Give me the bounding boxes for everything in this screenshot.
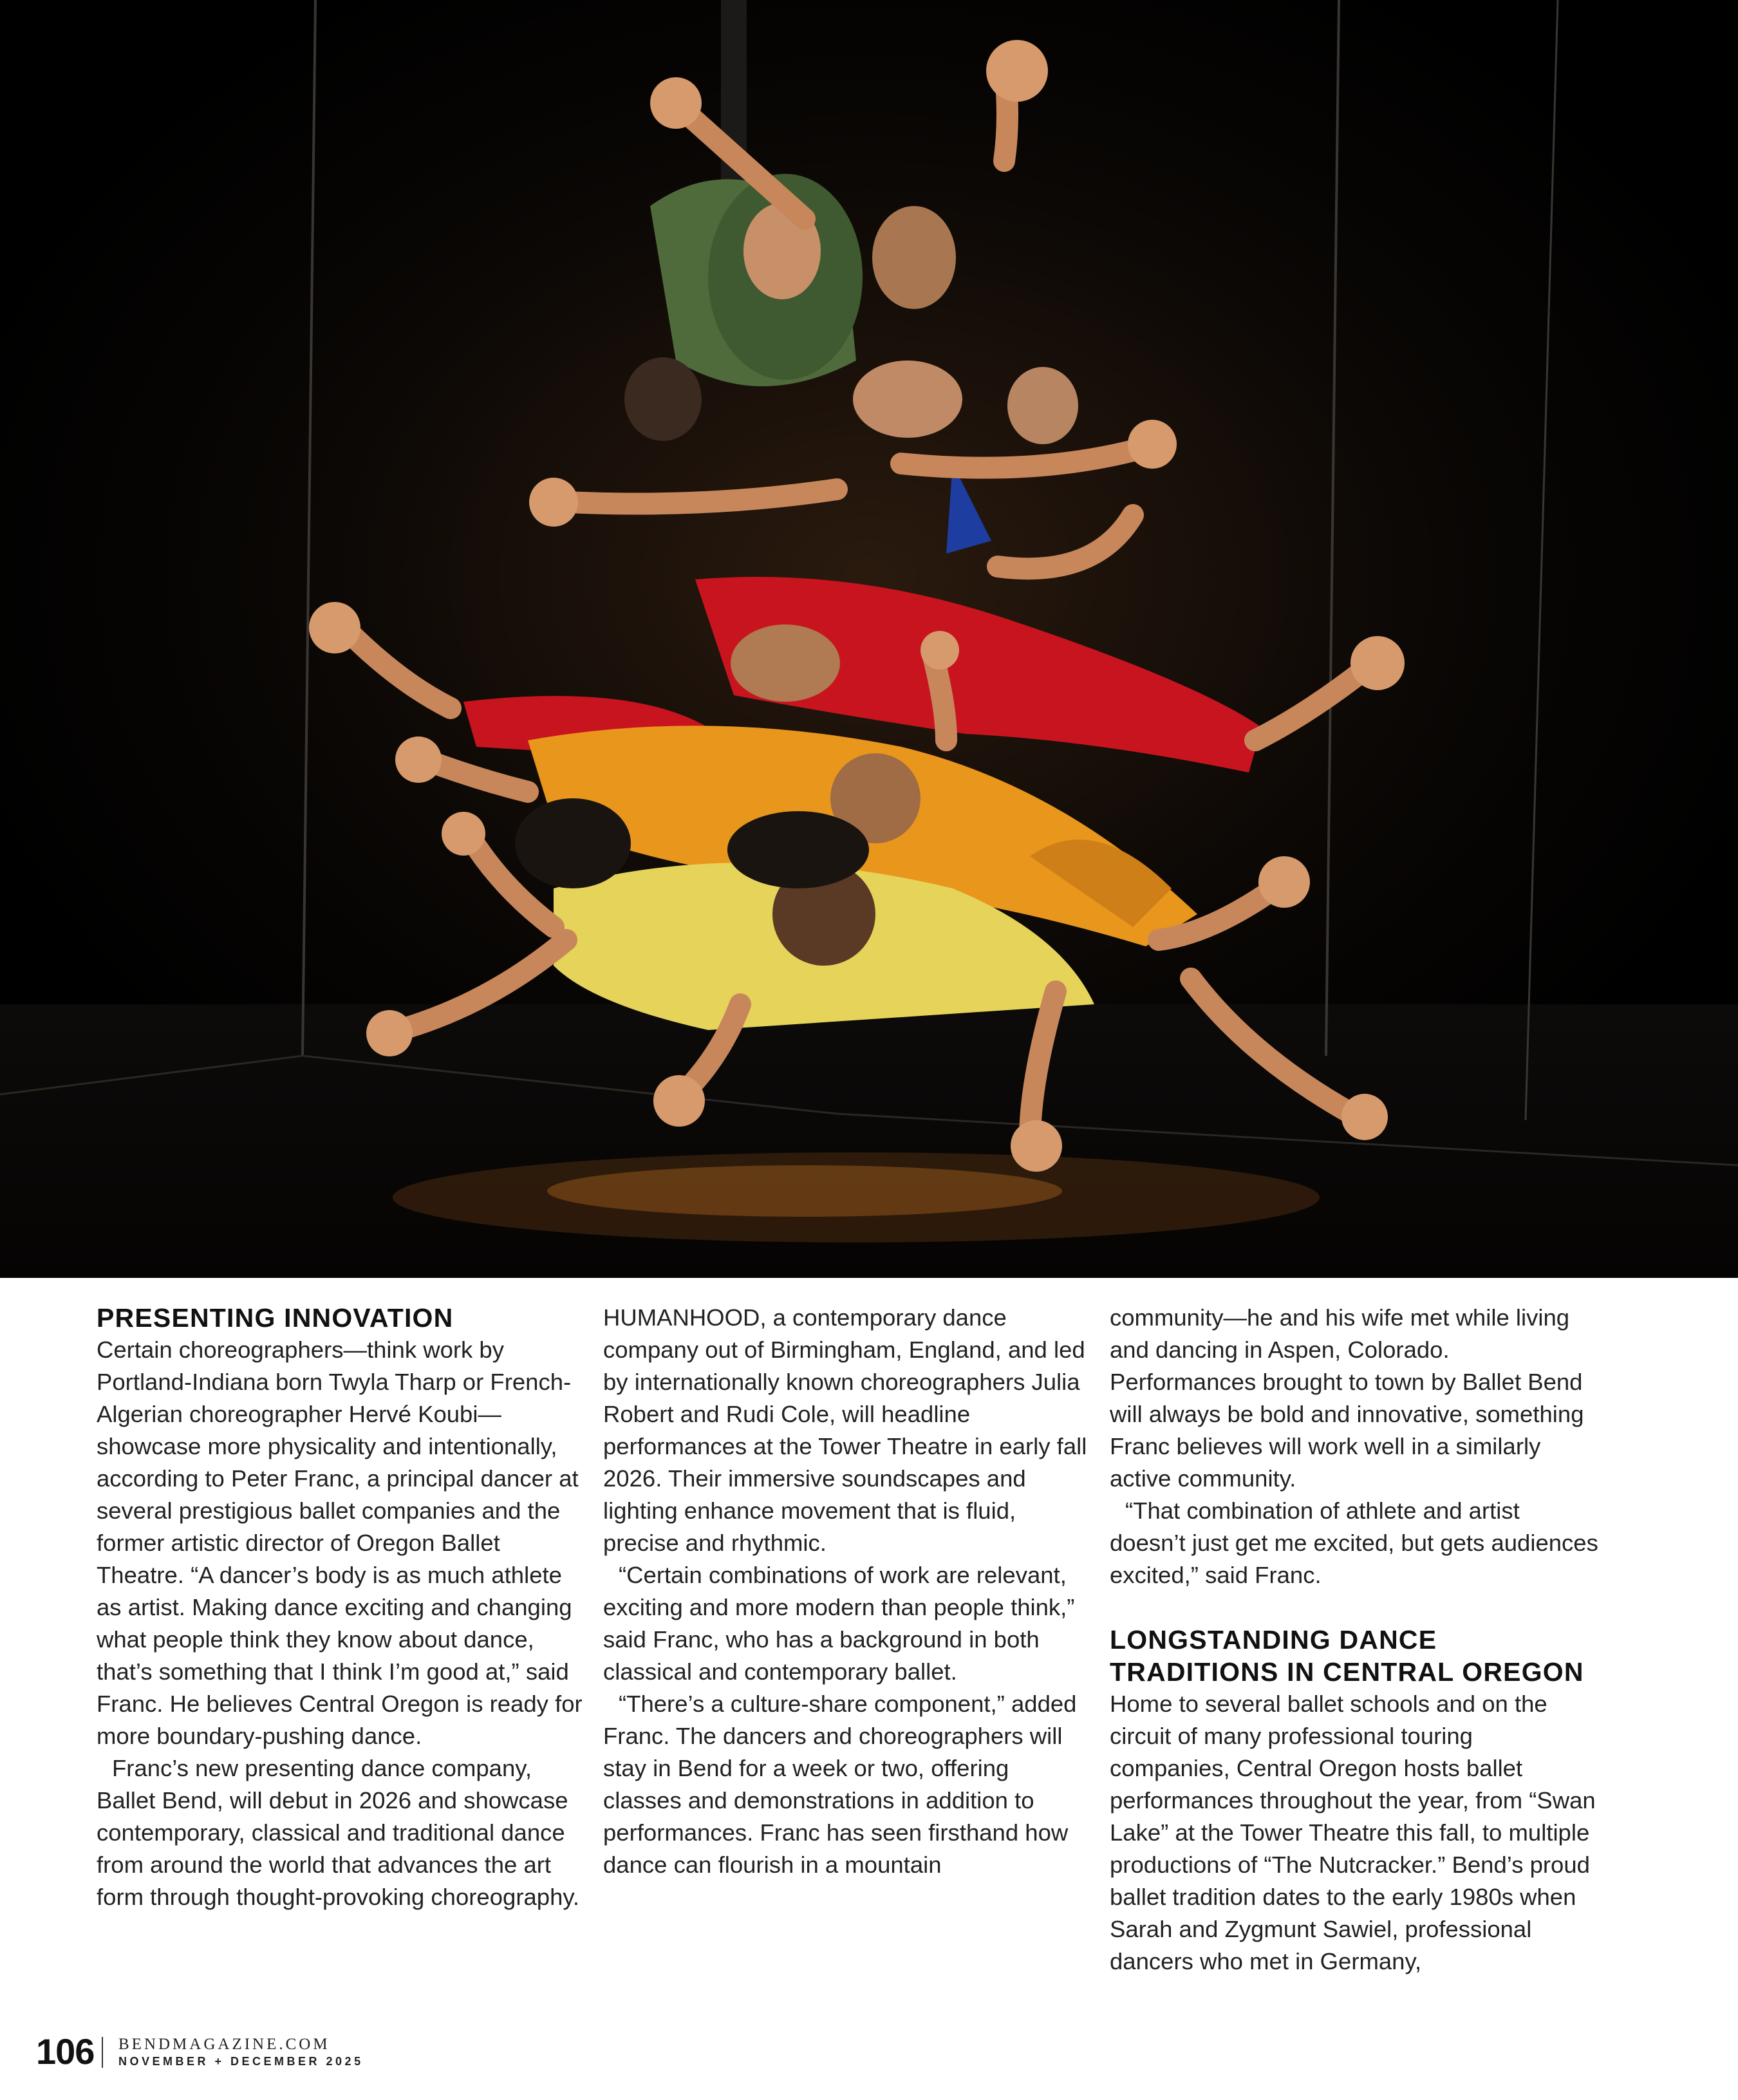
footer-divider — [102, 2037, 103, 2068]
paragraph: community—he and his wife met while living and dancing in Aspen, Colorado. Performances brought to town by Ballet Bend will always be bold and innovative, something Franc believes will work well in a similarly active community. — [1110, 1304, 1584, 1492]
page-number: 106 — [36, 2031, 95, 2072]
section-heading-longstanding-dance-traditions: LONGSTANDING DANCE TRADITIONS IN CENTRAL OREGON — [1110, 1625, 1584, 1687]
paragraph: Home to several ballet schools and on the circuit of many professional touring companies, Central Oregon hosts ballet performances throughout the year, from “Swan Lake” at the Tower Theatre this fall, to multiple productions of “The Nutcracker.” Bend’s proud ballet tradition dates to the early 1980s when Sarah and Zygmunt Sawiel, professional dancers who met in Germany, — [1110, 1691, 1596, 1974]
paragraph: Certain choreographers—think work by Portland-Indiana born Twyla Tharp or French-Algerian choreographer Hervé Koubi—showcase more physicality and intentionally, according to Peter Franc, a principal dancer at several prestigious ballet companies and the former artistic director of Oregon Ballet Theatre. “A dancer’s body is as much athlete as artist. Making dance exciting and changing what people think they know about dance, that’s something that I think I’m good at,” said Franc. He believes Central Oregon is ready for more boundary-pushing dance. — [97, 1336, 583, 1749]
paragraph: Franc’s new presenting dance company, Ballet Bend, will debut in 2026 and showcase contemporary, classical and traditional dance from around the world that advances the art form through thought-provoking choreography. — [97, 1755, 580, 1910]
magazine-website: BENDMAGAZINE.COM — [118, 2036, 330, 2053]
paragraph: HUMANHOOD, a contemporary dance company out of Birmingham, England, and led by internationally known choreographers Julia Robert and Rudi Cole, will headline performances at the Tower Theatre in early fall 2026. Their immersive soundscapes and lighting enhance movement that is fluid, precise and rhythmic. — [603, 1304, 1087, 1556]
paragraph: “That combination of athlete and artist doesn’t just get me excited, but gets audiences excited,” said Franc. — [1110, 1497, 1598, 1588]
article-column-3 — [1110, 1302, 1599, 1978]
section-heading-presenting-innovation: PRESENTING INNOVATION — [97, 1303, 454, 1333]
paragraph: “There’s a culture-share component,” added Franc. The dancers and choreographers will stay in Bend for a week or two, offering classes and demonstrations in addition to performances. Franc has seen firsthand how dance can flourish in a mountain — [603, 1691, 1077, 1878]
article-column-1 — [97, 1302, 586, 1913]
paragraph: “Certain combinations of work are relevant, exciting and more modern than people think,” said Franc, who has a background in both classical and contemporary ballet. — [603, 1562, 1075, 1685]
issue-date: NOVEMBER + DECEMBER 2025 — [118, 2055, 364, 2068]
article-column-2 — [603, 1302, 1092, 1881]
